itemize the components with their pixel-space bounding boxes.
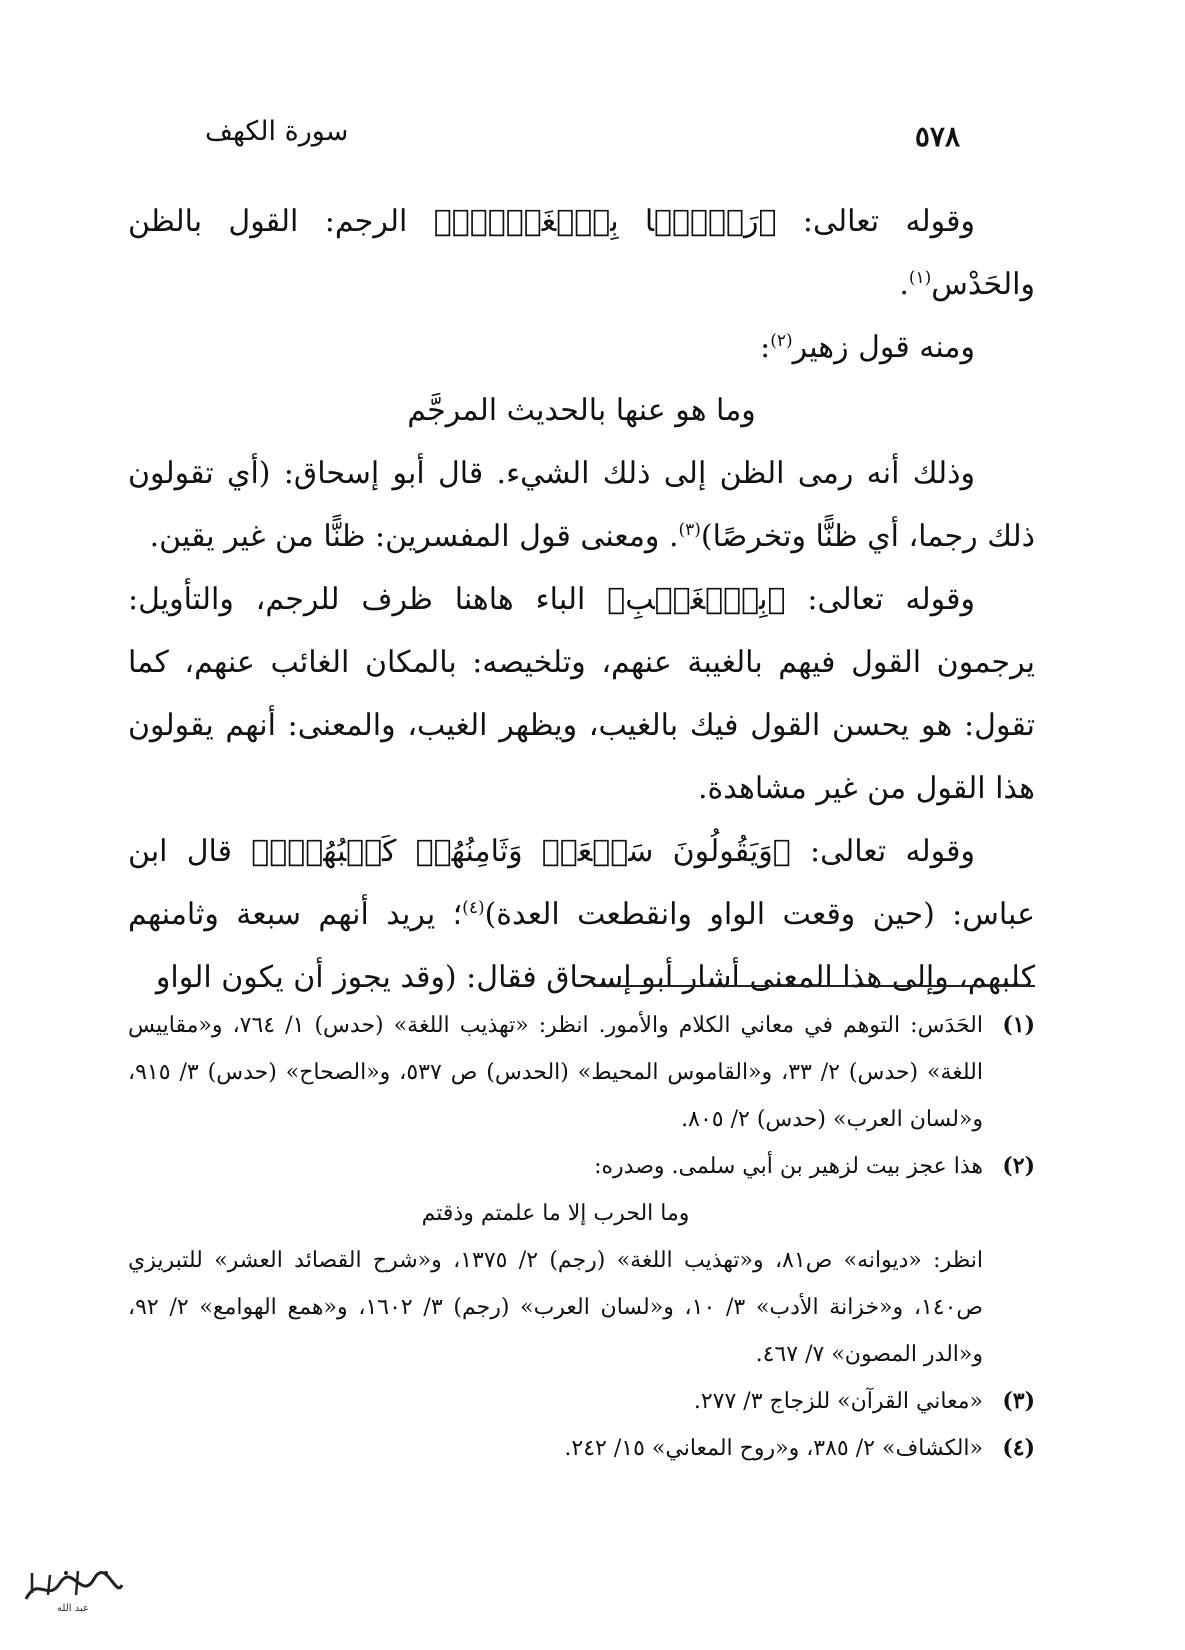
paragraph-4: وقوله تعالى: ﴿بِٱلۡغَيۡبِ﴾ الباء هاهنا ظرف للرجم، والتأويل: يرجمون القول فيهم بالغيبة عنهم، وتلخيصه: بالمكان الغائب عنهم، كما تقول: هو يحسن القول فيك بالغيب، ويظهر الغيب، والمعنى: أنهم يقولون هذا القول من غير مشاهدة. <box>128 582 1035 806</box>
footnote-number: (٤) <box>1002 1435 1035 1461</box>
page-header <box>205 116 960 164</box>
footnote-text: «معاني القرآن» للزجاج ٣/ ٢٧٧. <box>693 1389 983 1414</box>
paragraph-5-end: ؛ يريد أنهم سبعة وثامنهم كلبهم، وإلى هذا المعنى أشار أبو إسحاق فقال: (وقد يجوز أن يكون الواو <box>128 897 1035 995</box>
footnote-1 <box>128 1002 1035 1143</box>
footnotes <box>128 1002 1035 1472</box>
surah-title: سورة الكهف <box>205 116 349 147</box>
paragraph-3-text: وذلك أنه رمى الظن إلى ذلك الشيء. قال أبو إسحاق: (أي تقولون ذلك رجما، أي ظنًّا وتخرصًا) <box>128 456 1035 554</box>
paragraph-5-text: وقوله تعالى: ﴿وَيَقُولُونَ سَبۡعَةٞ وَثَامِنُهُمۡ كَلۡبُهُمۡۚ﴾ قال ابن عباس: (حين وقعت الواو وانقطعت العدة) <box>128 834 1035 932</box>
footnote-2-sources: انظر: «ديوانه» ص٨١، و«تهذيب اللغة» (رجم) ٢/ ١٣٧٥، و«شرح القصائد العشر» للتبريزي ص١٤٠، و«خزانة الأدب» ٣/ ١٠، و«لسان العرب» (رجم) ٣/ ١٦٠٢، و«همع الهوامع» ٢/ ٩٢، و«الدر المصون» ٧/ ٤٦٧. <box>128 1248 984 1367</box>
footnote-4 <box>128 1425 1035 1472</box>
main-text <box>128 190 1035 1009</box>
publisher-logo <box>18 1565 128 1625</box>
paragraph-2-text: ومنه قول زهير <box>792 330 975 365</box>
logo-subtext: عبد الله <box>57 1603 89 1614</box>
footnote-text: «الكشاف» ٢/ ٣٨٥، و«روح المعاني» ١٥/ ٢٤٢. <box>564 1436 983 1461</box>
paragraph-3-end: . ومعنى قول المفسرين: ظنًّا من غير يقين. <box>149 519 679 554</box>
footnote-text: هذا عجز بيت لزهير بن أبي سلمى. وصدره: <box>594 1154 983 1179</box>
footnote-ref-4: (٤) <box>462 898 485 918</box>
footnote-ref-1: (١) <box>908 268 932 288</box>
footnote-number: (١) <box>1002 1012 1035 1038</box>
paragraph-1 <box>128 190 1035 316</box>
page-number: ٥٧٨ <box>914 120 960 153</box>
paragraph-1-text: وقوله تعالى: ﴿رَجۡمَۢا بِٱلۡغَيۡبِۖ﴾ الرجم: القول بالظن والحَدْس <box>128 204 1035 302</box>
footnote-divider <box>593 985 1035 987</box>
paragraph-5 <box>128 820 1035 1009</box>
paragraph-2 <box>128 316 1035 379</box>
footnote-2-verse: وما الحرب إلا ما علمتم وذقتم <box>421 1201 690 1226</box>
footnote-ref-3: (٣) <box>678 520 701 540</box>
poetry-verse: وما هو عنها بالحديث المرجَّم <box>407 393 756 428</box>
footnote-2 <box>128 1143 1035 1190</box>
paragraph-2-end: : <box>760 330 771 365</box>
footnote-number: (٢) <box>1002 1153 1035 1179</box>
paragraph-1-end: . <box>899 267 909 302</box>
footnote-number: (٣) <box>1002 1388 1035 1414</box>
footnote-ref-2: (٢) <box>770 331 793 351</box>
footnote-3 <box>128 1378 1035 1425</box>
paragraph-3 <box>128 442 1035 568</box>
footnote-text: الحَدَس: التوهم في معاني الكلام والأمور. انظر: «تهذيب اللغة» (حدس) ١/ ٧٦٤، و«مقاييس اللغة» (حدس) ٢/ ٣٣، و«القاموس المحيط» (الحدس) ص ٥٣٧، و«الصحاح» (حدس) ٣/ ٩١٥، و«لسان العرب» (حدس) ٢/ ٨٠٥. <box>128 1013 984 1132</box>
